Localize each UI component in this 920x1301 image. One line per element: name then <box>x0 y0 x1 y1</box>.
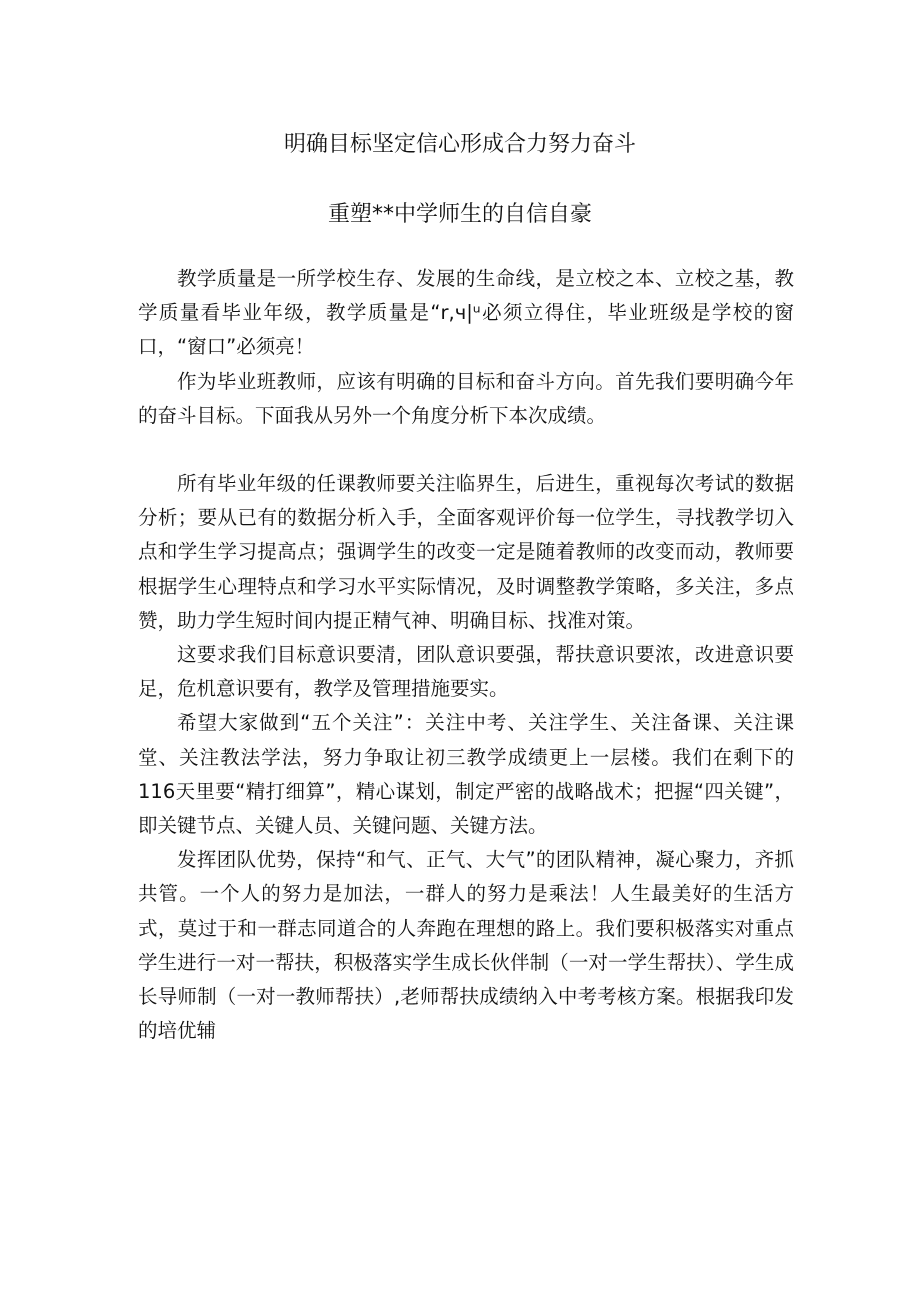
document-title: 明确目标坚定信心形成合力努力奋斗 <box>283 132 636 157</box>
paragraph-quality: 教学质量是一所学校生存、发展的生命线，是立校之本、立校之基，教学质量看毕业年级，教学质量是“r,ч|ᵘ必须立得住，毕业班级是学校的窗口，“窗口”必须亮！ <box>138 267 794 359</box>
paragraph-awareness: 这要求我们目标意识要清，团队意识要强，帮扶意识要浓，改进意识要足，危机意识要有，教学及管理措施要实。 <box>138 643 794 701</box>
document-subtitle: 重塑**中学师生的自信自豪 <box>327 202 592 227</box>
paragraph-goals: 作为毕业班教师，应该有明确的目标和奋斗方向。首先我们要明确今年的奋斗目标。下面我从另外一个角度分析下本次成绩。 <box>138 369 794 427</box>
paragraph-teamwork: 发挥团队优势，保持“和气、正气、大气”的团队精神，凝心聚力，齐抓共管。一个人的努力是加法，一群人的努力是乘法！人生最美好的生活方式，莫过于和一群志同道合的人奔跑在理想的路上。我们要积极落实对重点学生进行一对一帮扶，积极落实学生成长伙伴制（一对一学生帮扶）、学生成长导师制（一对一教师帮扶）,老师帮扶成绩纳入中考考核方案。根据我印发的培优辅 <box>138 848 794 1043</box>
paragraph-teachers: 所有毕业年级的任课教师要关注临界生，后进生，重视每次考试的数据分析；要从已有的数据分析入手，全面客观评价每一位学生，寻找教学切入点和学生学习提高点；强调学生的改变一定是随着教师的改变而动，教师要根据学生心理特点和学习水平实际情况，及时调整教学策略，多关注，多点赞，助力学生短时间内提正精气神、明确目标、找准对策。 <box>138 472 794 632</box>
document-body <box>138 262 794 1048</box>
paragraph-five-focus: 希望大家做到“五个关注”：关注中考、关注学生、关注备课、关注课堂、关注教法学法，努力争取让初三教学成绩更上一层楼。我们在剩下的116天里要“精打细算”，精心谋划，制定严密的战略战术；把握“四关键”，即关键节点、关键人员、关键问题、关键方法。 <box>138 711 794 838</box>
